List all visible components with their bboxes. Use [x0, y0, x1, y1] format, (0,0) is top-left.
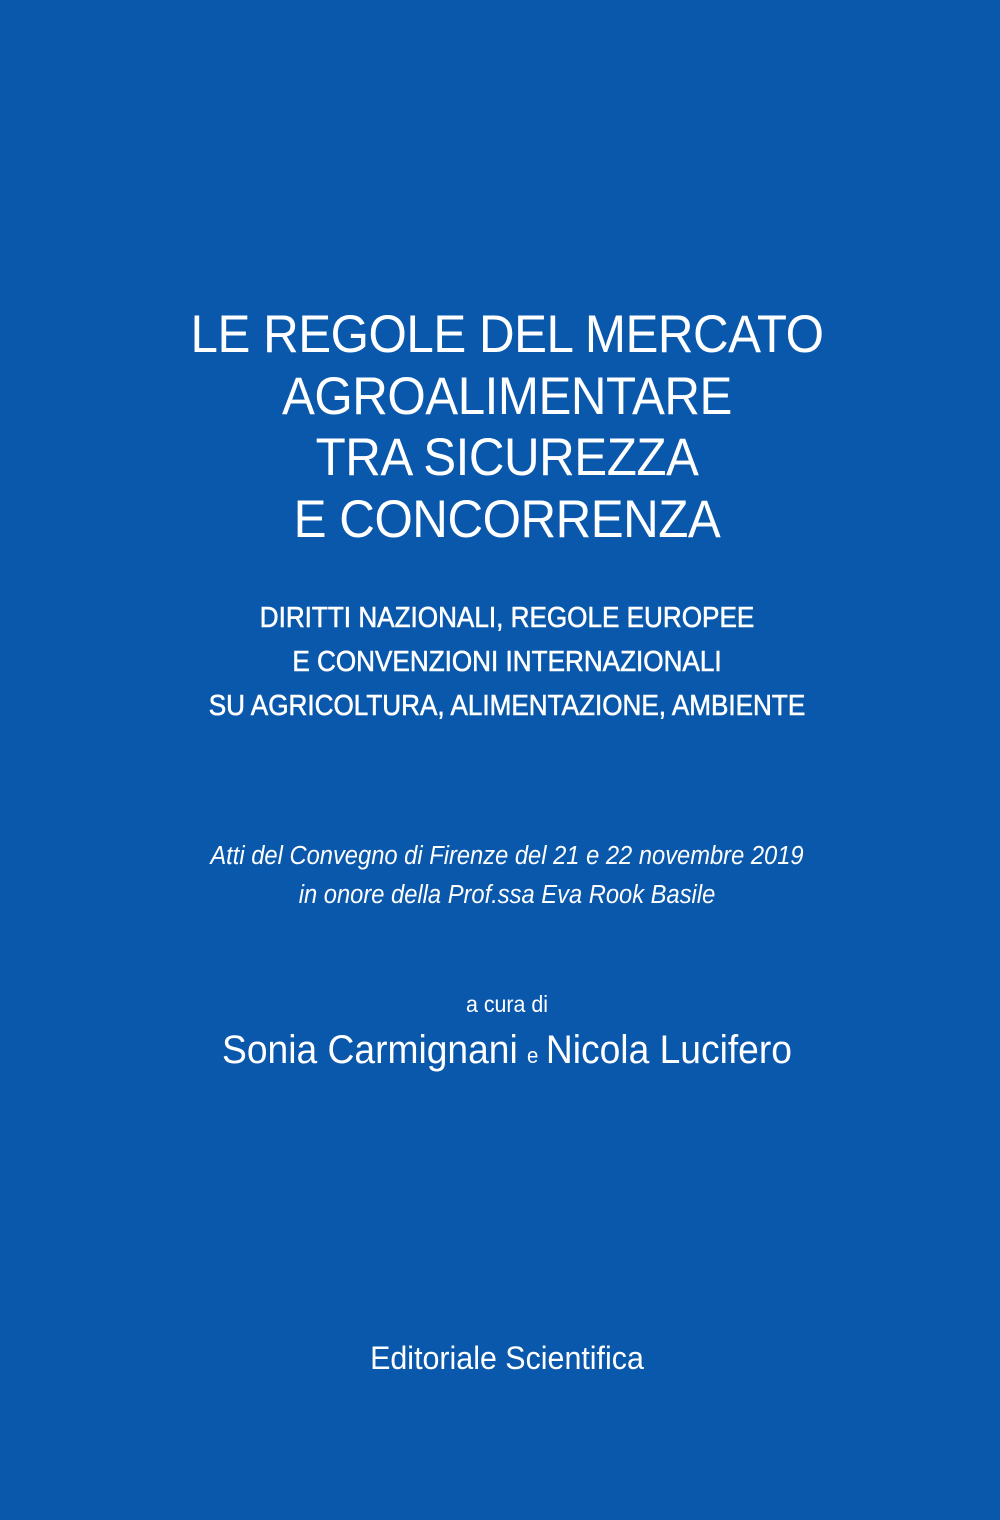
- proceedings-line: in onore della Prof.ssa Eva Rook Basile: [298, 881, 716, 909]
- book-title: [0, 304, 1000, 550]
- title-line: LE REGOLE DEL MERCATO: [190, 305, 824, 364]
- title-line: TRA SICUREZZA: [315, 428, 699, 487]
- editors-conjunction: e: [527, 1043, 539, 1068]
- title-line: E CONCORRENZA: [293, 489, 721, 549]
- subtitle-line: SU AGRICOLTURA, ALIMENTAZIONE, AMBIENTE: [208, 690, 806, 722]
- editor-name: Nicola Lucifero: [545, 1028, 792, 1072]
- proceedings-line: Atti del Convegno di Firenze del 21 e 22 novembre 2019: [210, 842, 804, 870]
- editors-label: a cura di: [465, 991, 549, 1017]
- editor-name: Sonia Carmignani: [222, 1028, 518, 1072]
- editors: [35, 1026, 978, 1080]
- subtitle-line: DIRITTI NAZIONALI, REGOLE EUROPEE: [259, 602, 755, 634]
- proceedings-note: [0, 837, 1000, 915]
- title-line: AGROALIMENTARE: [282, 366, 732, 426]
- book-subtitle: [0, 596, 1000, 728]
- publisher: Editoriale Scientifica: [370, 1340, 644, 1376]
- subtitle-line: E CONVENZIONI INTERNAZIONALI: [292, 646, 722, 678]
